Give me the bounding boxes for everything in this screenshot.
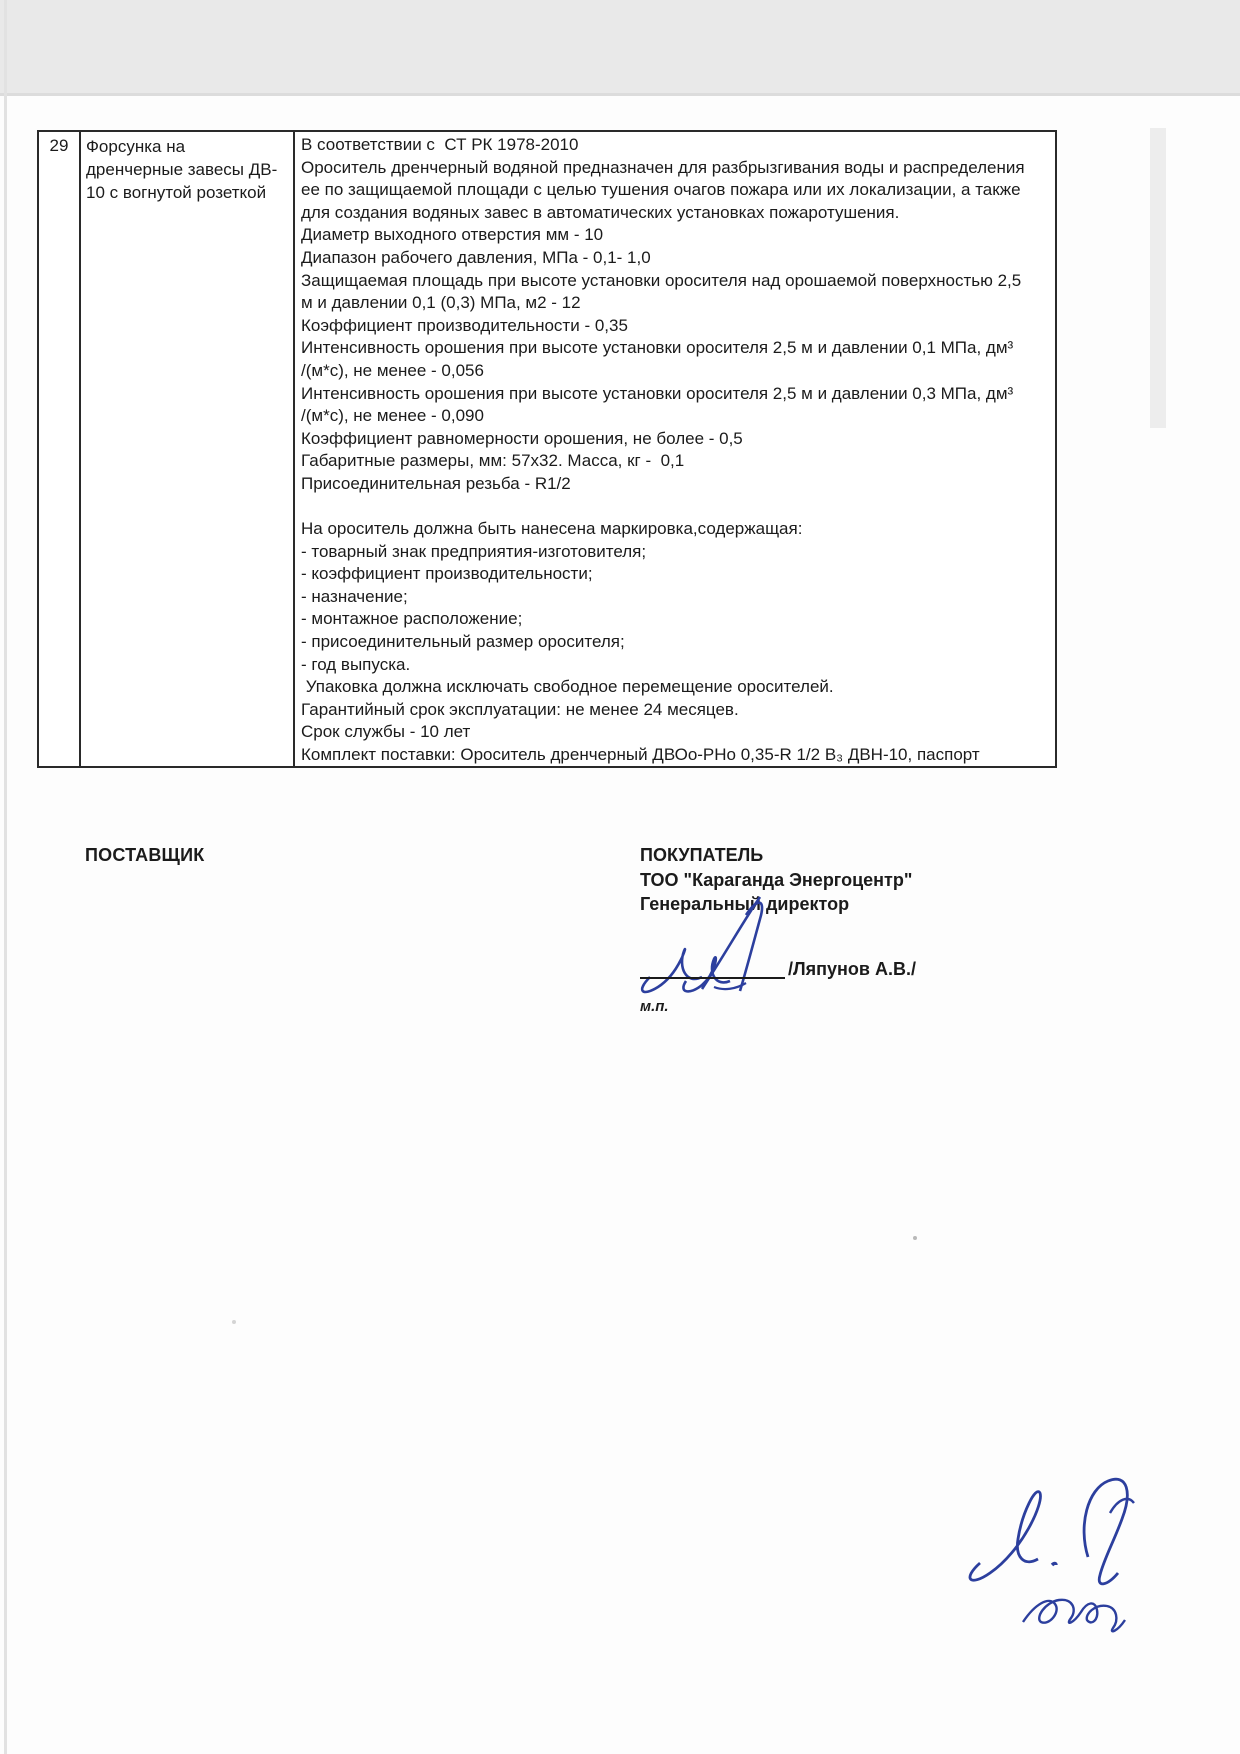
spec-line: Коэффициент производительности - 0,35 bbox=[301, 315, 628, 335]
spec-line: Интенсивность орошения при высоте установки оросителя 2,5 м и давлении 0,3 МПа, дм³ bbox=[301, 383, 1014, 403]
buyer-company: ТОО "Караганда Энергоцентр" bbox=[640, 869, 913, 890]
spec-line: В соответствии с СТ РК 1978-2010 bbox=[301, 135, 579, 154]
corner-flourish-signature-ink bbox=[1015, 1560, 1135, 1650]
spec-line: - коэффициент производительности; bbox=[301, 564, 593, 584]
spec-line: /(м*с), не менее - 0,056 bbox=[301, 360, 484, 380]
specification-table bbox=[37, 130, 1057, 768]
buyer-position: Генеральный директор bbox=[640, 894, 850, 914]
spec-line: Комплект поставки: Ороситель дренчерный ДВОо-РНо 0,35-R 1/2 В₃ ДВН-10, паспорт bbox=[301, 745, 980, 765]
spec-line: Упаковка должна исключать свободное перемещение оросителей. bbox=[301, 677, 834, 697]
spec-line: На ороситель должна быть нанесена маркировка,содержащая: bbox=[301, 519, 803, 539]
spec-line: Коэффициент равномерности орошения, не более - 0,5 bbox=[301, 428, 743, 448]
item-name-line: 10 с вогнутой розеткой bbox=[86, 183, 267, 202]
scan-speck bbox=[232, 1320, 236, 1324]
signature-underline bbox=[640, 977, 785, 979]
spec-line: Ороситель дренчерный водяной предназначен для разбрызгивания воды и распределения bbox=[301, 157, 1025, 177]
spec-line: - монтажное расположение; bbox=[301, 609, 523, 629]
table-cell-row-number bbox=[39, 132, 81, 766]
spec-line: - присоединительный размер оросителя; bbox=[301, 632, 625, 652]
spec-line: Диаметр выходного отверстия мм - 10 bbox=[301, 225, 604, 245]
spec-line: - назначение; bbox=[301, 586, 408, 606]
spec-line: Габаритные размеры, мм: 57х32. Масса, кг - 0,1 bbox=[301, 451, 685, 471]
spec-line: Интенсивность орошения при высоте установки оросителя 2,5 м и давлении 0,1 МПа, дм³ bbox=[301, 338, 1014, 358]
spec-line: Срок службы - 10 лет bbox=[301, 722, 471, 742]
spec-line: для создания водяных завес в автоматических установках пожаротушения. bbox=[301, 202, 900, 222]
item-name-line: дренчерные завесы ДВ- bbox=[86, 160, 278, 179]
buyer-label: ПОКУПАТЕЛЬ bbox=[640, 845, 764, 865]
spec-line: Присоединительная резьба - R1/2 bbox=[301, 473, 571, 493]
spec-line: Гарантийный срок эксплуатации: не менее 24 месяцев. bbox=[301, 699, 739, 719]
spec-line bbox=[301, 496, 1051, 519]
scan-artifact-left-edge bbox=[4, 0, 7, 1754]
table-cell-specification bbox=[295, 132, 1055, 766]
spec-line: - год выпуска. bbox=[301, 654, 411, 674]
row-number: 29 bbox=[49, 136, 69, 155]
signature-row bbox=[640, 957, 1100, 983]
spec-line: ее по защищаемой площади с целью тушения очагов пожара или их локализации, а также bbox=[301, 180, 1021, 200]
table-cell-item-name bbox=[81, 132, 295, 766]
spec-line: - товарный знак предприятия-изготовителя; bbox=[301, 541, 647, 561]
supplier-label: ПОСТАВЩИК bbox=[85, 845, 205, 865]
director-signature-ink bbox=[628, 889, 808, 999]
scan-artifact-right-streak bbox=[1150, 128, 1166, 428]
spec-line: Диапазон рабочего давления, МПа - 0,1- 1,0 bbox=[301, 247, 651, 267]
spec-line: Защищаемая площадь при высоте установки оросителя над орошаемой поверхностью 2,5 bbox=[301, 270, 1022, 290]
buyer-signing-block bbox=[640, 843, 1100, 1019]
scan-speck bbox=[913, 1236, 917, 1240]
seal-placeholder-label: м.п. bbox=[640, 997, 669, 1015]
scan-artifact-top-band bbox=[0, 0, 1240, 96]
spec-line: м и давлении 0,1 (0,3) МПа, м2 - 12 bbox=[301, 293, 581, 313]
item-name-line: Форсунка на bbox=[86, 137, 186, 156]
director-name: /Ляпунов А.В./ bbox=[788, 958, 916, 979]
spec-line: /(м*с), не менее - 0,090 bbox=[301, 406, 484, 426]
